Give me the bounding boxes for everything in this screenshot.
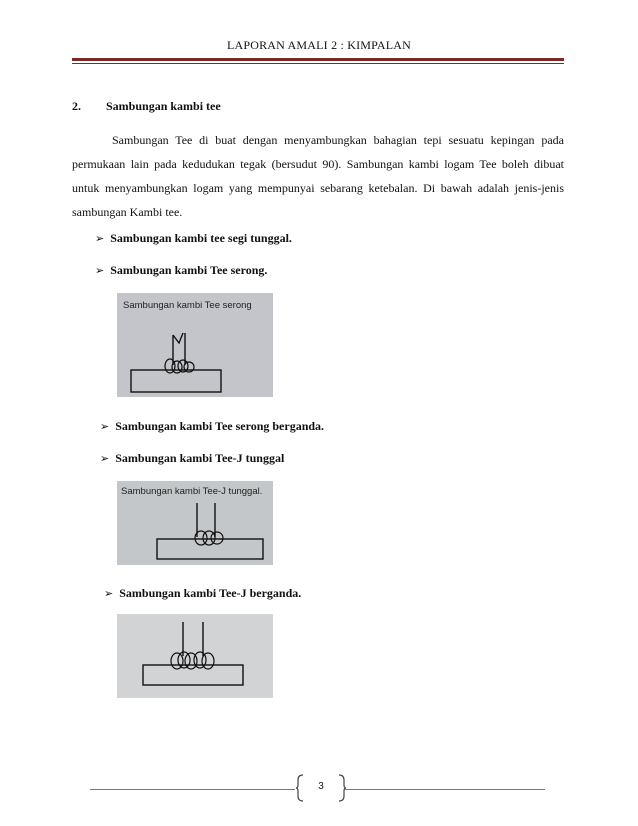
bullet-item	[100, 419, 324, 434]
bullet-item	[104, 586, 301, 601]
bullet-item	[100, 451, 284, 466]
header-rule-thick	[72, 58, 564, 61]
body-paragraph	[72, 128, 564, 224]
page-number: 3	[318, 781, 324, 792]
bullet-text: Sambungan kambi tee segi tunggal.	[110, 231, 292, 245]
footer-rule-right	[345, 789, 545, 790]
bullet-text: Sambungan kambi Tee-J berganda.	[119, 586, 302, 600]
section-number: 2.	[72, 99, 81, 113]
paragraph-text: Sambungan Tee di buat dengan menyambungkan bahagian tepi sesuatu kepingan pada permukaan lain pada kedudukan tegak (bersudut 90). Sambungan kambi logam Tee boleh dibuat untuk menyambungkan logam yang mempunyai sebarang ketebalan. Di bawah adalah jenis-jenis sambungan Kambi tee.	[72, 133, 564, 219]
figure-caption: Sambungan kambi Tee-J tunggal.	[121, 486, 263, 497]
arrow-bullet-icon: ➢	[95, 264, 105, 277]
figure-caption: Sambungan kambi Tee serong	[123, 300, 252, 311]
header-rule-thin	[72, 63, 564, 64]
bullet-text: Sambungan kambi Tee serong.	[110, 263, 268, 277]
figure-tee-j-berganda	[117, 614, 273, 698]
bullet-text: Sambungan kambi Tee-J tunggal	[115, 451, 285, 465]
section-heading	[72, 99, 221, 114]
header-title: LAPORAN AMALI 2 : KIMPALAN	[226, 38, 412, 52]
section-title: Sambungan kambi tee	[106, 99, 221, 113]
bullet-text: Sambungan kambi Tee serong berganda.	[115, 419, 325, 433]
right-brace-icon	[338, 774, 346, 802]
figure-tee-j-tunggal	[117, 481, 273, 565]
arrow-bullet-icon: ➢	[104, 587, 114, 600]
bullet-item	[95, 231, 292, 246]
figure-tee-serong	[117, 293, 273, 397]
footer-rule-left	[90, 789, 295, 790]
bullet-item	[95, 263, 267, 278]
arrow-bullet-icon: ➢	[100, 452, 110, 465]
arrow-bullet-icon: ➢	[95, 232, 105, 245]
arrow-bullet-icon: ➢	[100, 420, 110, 433]
